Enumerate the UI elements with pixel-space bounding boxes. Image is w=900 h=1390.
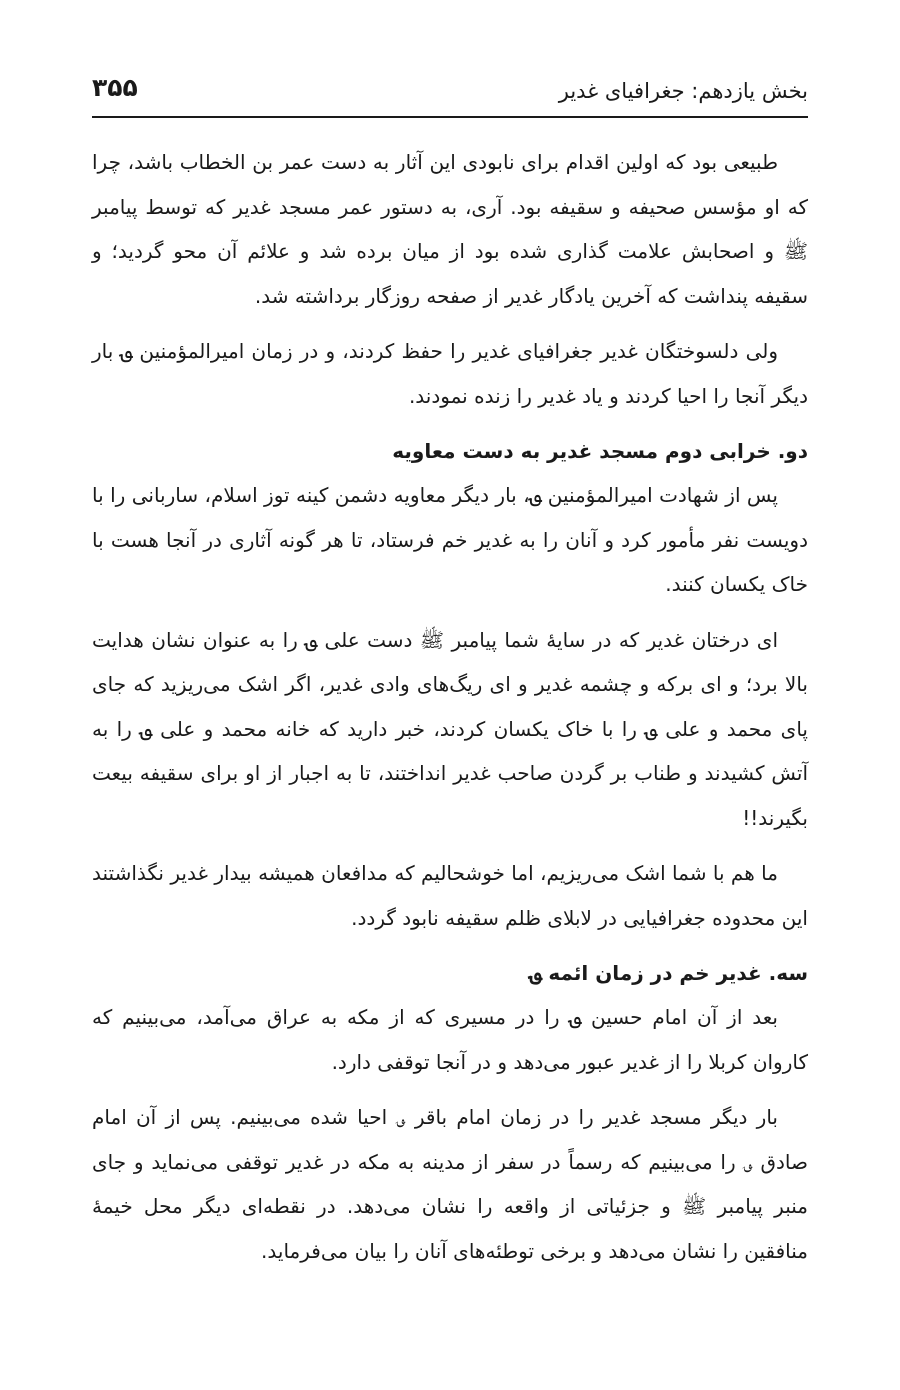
chapter-title: بخش یازدهم: جغرافیای غدیر [558,79,808,103]
paragraph: ای درختان غدیر که در سایهٔ شما پیامبر ﷺ دست علی ؈ را به عنوان نشان هدایت بالا برد؛ و ای برکه و چشمه غدیر و ای ریگ‌های وادی غدیر، اگر اشک می‌ریزید که جای پای محمد و علی ؈ را با خاک یکسان کردند، خبر دارید که خانه محمد و علی ؈ را به آتش کشیدند و طناب بر گردن صاحب غدیر انداختند، تا به اجبار از او برای سقیفه بیعت بگیرند!! [92,627,808,830]
paragraph: بعد از آن امام حسین ؈ را در مسیری که از مکه به عراق می‌آمد، می‌بینیم که کاروان کربلا را از غدیر عبور می‌دهد و در آنجا توقفی دارد. [92,1005,808,1074]
paragraph: ما هم با شما اشک می‌ریزیم، اما خوشحالیم که مدافعان همیشه بیدار غدیر نگذاشتند این محدوده جغرافیایی در لابلای ظلم سقیفه نابود گردد. [92,861,808,930]
paragraph: ولی دلسوختگان غدیر جغرافیای غدیر را حفظ کردند، و در زمان امیرالمؤمنین ؈ بار دیگر آنجا را احیا کردند و یاد غدیر را زنده نمودند. [92,339,808,408]
paragraph: طبیعی بود که اولین اقدام برای نابودی این آثار به دست عمر بن الخطاب باشد، چرا که او مؤسس صحیفه و سقیفه بود. آری، به دستور عمر مسجد غدیر که توسط پیامبر ﷺ و اصحابش علامت گذاری شده بود از میان برده شد و علائم آن محو گردید؛ و سقیفه پنداشت که آخرین یادگار غدیر از صفحه روزگار برداشته شد. [92,150,808,308]
page-number: ۳۵۵ [92,73,138,102]
page-body [92,140,808,1284]
section-heading: دو. خرابی دوم مسجد غدیر به دست معاویه [392,439,808,463]
paragraph: بار دیگر مسجد غدیر را در زمان امام باقر ؈ احیا شده می‌بینیم. پس از آن امام صادق ؈ را می‌بینیم که رسماً در سفر از مدینه به مکه در غدیر توقفی می‌نماید و جای منبر پیامبر ﷺ و جزئیاتی از واقعه را نشان می‌دهد. در نقطه‌ای دیگر محل خیمهٔ منافقین را نشان می‌دهد و برخی توطئه‌های آنان را بیان می‌فرماید. [92,1105,808,1263]
running-header [92,70,808,118]
section-heading: سه. غدیر خم در زمان ائمه ؈ [529,961,808,985]
paragraph: پس از شهادت امیرالمؤمنین ؈، بار دیگر معاویه دشمن کینه توز اسلام، ساربانی را با دویست نفر مأمور کرد و آنان را به غدیر خم فرستاد، تا هر گونه آثاری در آنجا هست با خاک یکسان کنند. [92,483,808,596]
